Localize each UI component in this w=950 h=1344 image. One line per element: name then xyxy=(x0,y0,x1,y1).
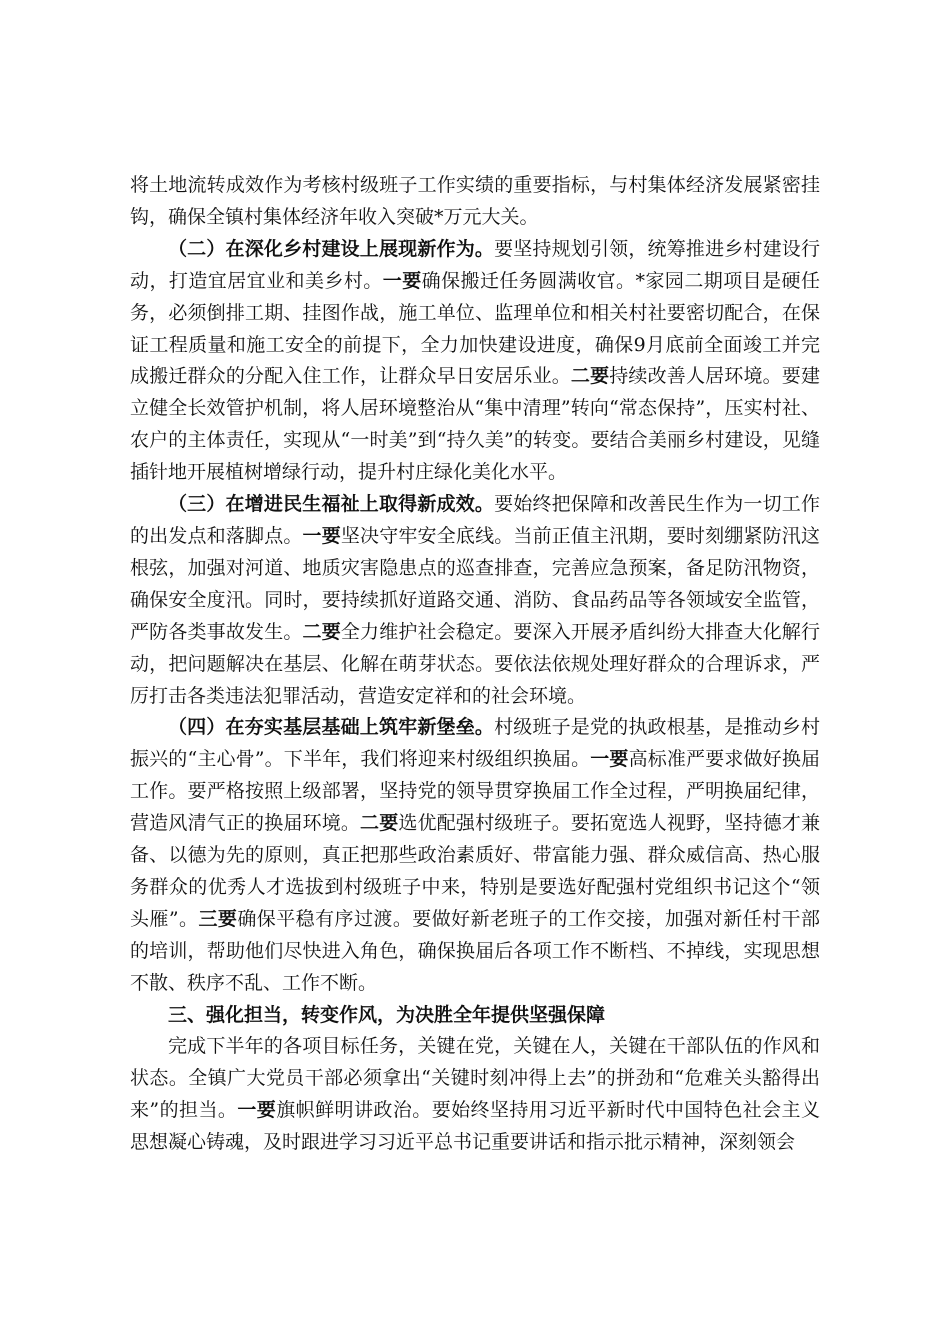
text-run: 坚决守牢安全底线。当前正值主汛期，要时刻绷紧防汛这根弦，加强对河道、地质灾害隐患点的巡查排查，完善应急预案，备足防汛物资，确保安全度汛。同时，要持续抓好道路交通、消防、食品药品等各领域安全监管，严防各类事故发生。 xyxy=(130,524,820,643)
point-marker: 二要 xyxy=(302,620,341,643)
paragraph-livelihood xyxy=(130,489,820,712)
section-heading: （四）在夯实基层基础上筑牢新堡垒。 xyxy=(168,716,495,739)
paragraph-continuation xyxy=(130,170,820,234)
section-heading: （三）在增进民生福祉上取得新成效。 xyxy=(168,493,495,516)
text-run: 要始终把保障和改善民生作为一切工作的出发点和落脚点。 xyxy=(130,493,820,547)
text-run: 持续改善人居环境。要建立健全长效管护机制，将人居环境整治从“集中清理”转向“常态保持”，压实村社、农户的主体责任，实现从“一时美”到“持久美”的转变。要结合美丽乡村建设，见缝插针地开展植树增绿行动，提升村庄绿化美化水平。 xyxy=(130,365,820,484)
text-run: 完成下半年的各项目标任务，关键在党，关键在人，关键在干部队伍的作风和状态。全镇广大党员干部必须拿出“关键时刻冲得上去”的拼劲和“危难关头豁得出来”的担当。 xyxy=(130,1035,820,1122)
text-run: 要坚持规划引领，统筹推进乡村建设行动，打造宜居宜业和美乡村。 xyxy=(130,237,820,292)
chapter-heading-text: 三、强化担当，转变作风，为决胜全年提供坚强保障 xyxy=(168,1003,606,1026)
text-run: 高标准严要求做好换届工作。要严格按照上级部署，坚持党的领导贯穿换届工作全过程，严明换届纪律，营造风清气正的换届环境。 xyxy=(130,748,820,835)
section-heading: （二）在深化乡村建设上展现新作为。 xyxy=(168,237,495,260)
text-run: 旗帜鲜明讲政治。要始终坚持用习近平新时代中国特色社会主义思想凝心铸魂，及时跟进学习习近平总书记重要讲话和指示批示精神，深刻领会 xyxy=(130,1099,820,1154)
text-run: 将土地流转成效作为考核村级班子工作实绩的重要指标，与村集体经济发展紧密挂钩，确保全镇村集体经济年收入突破*万元大关。 xyxy=(130,174,820,228)
point-marker: 二要 xyxy=(360,812,399,835)
paragraph-grassroots xyxy=(130,712,820,999)
paragraph-work-style xyxy=(130,1031,820,1159)
document-page xyxy=(130,170,820,1159)
point-marker: 一要 xyxy=(237,1099,277,1122)
point-marker: 一要 xyxy=(382,269,422,292)
text-run: 村级班子是党的执政根基，是推动乡村振兴的“主心骨”。下半年，我们将迎来村级组织换届。 xyxy=(130,716,820,771)
text-run: 选优配强村级班子。要拓宽选人视野，坚持德才兼备、以德为先的原则，真正把那些政治素质好、带富能力强、群众威信高、热心服务群众的优秀人才选拔到村级班子中来，特别是要选好配强村党组织书记这个“领头雁”。 xyxy=(130,812,820,930)
chapter-heading xyxy=(130,1000,820,1032)
point-marker: 一要 xyxy=(302,524,341,547)
point-marker: 二要 xyxy=(570,365,610,388)
paragraph-rural-construction xyxy=(130,234,820,489)
text-run: 确保平稳有序过渡。要做好新老班子的工作交接，加强对新任村干部的培训，帮助他们尽快进入角色，确保换届后各项工作不断档、不掉线，实现思想不散、秩序不乱、工作不断。 xyxy=(130,907,820,994)
text-run: 确保搬迁任务圆满收官。*家园二期项目是硬任务，必须倒排工期、挂图作战，施工单位、监理单位和相关村社要密切配合，在保证工程质量和施工安全的前提下，全力加快建设进度，确保9月底前全面竣工并完成搬迁群众的分配入住工作，让群众早日安居乐业。 xyxy=(130,269,820,388)
text-run: 全力维护社会稳定。要深入开展矛盾纠纷大排查大化解行动，把问题解决在基层、化解在萌芽状态。要依法依规处理好群众的合理诉求，严厉打击各类违法犯罪活动，营造安定祥和的社会环境。 xyxy=(130,620,820,707)
point-marker: 三要 xyxy=(198,907,238,930)
point-marker: 一要 xyxy=(590,748,629,771)
